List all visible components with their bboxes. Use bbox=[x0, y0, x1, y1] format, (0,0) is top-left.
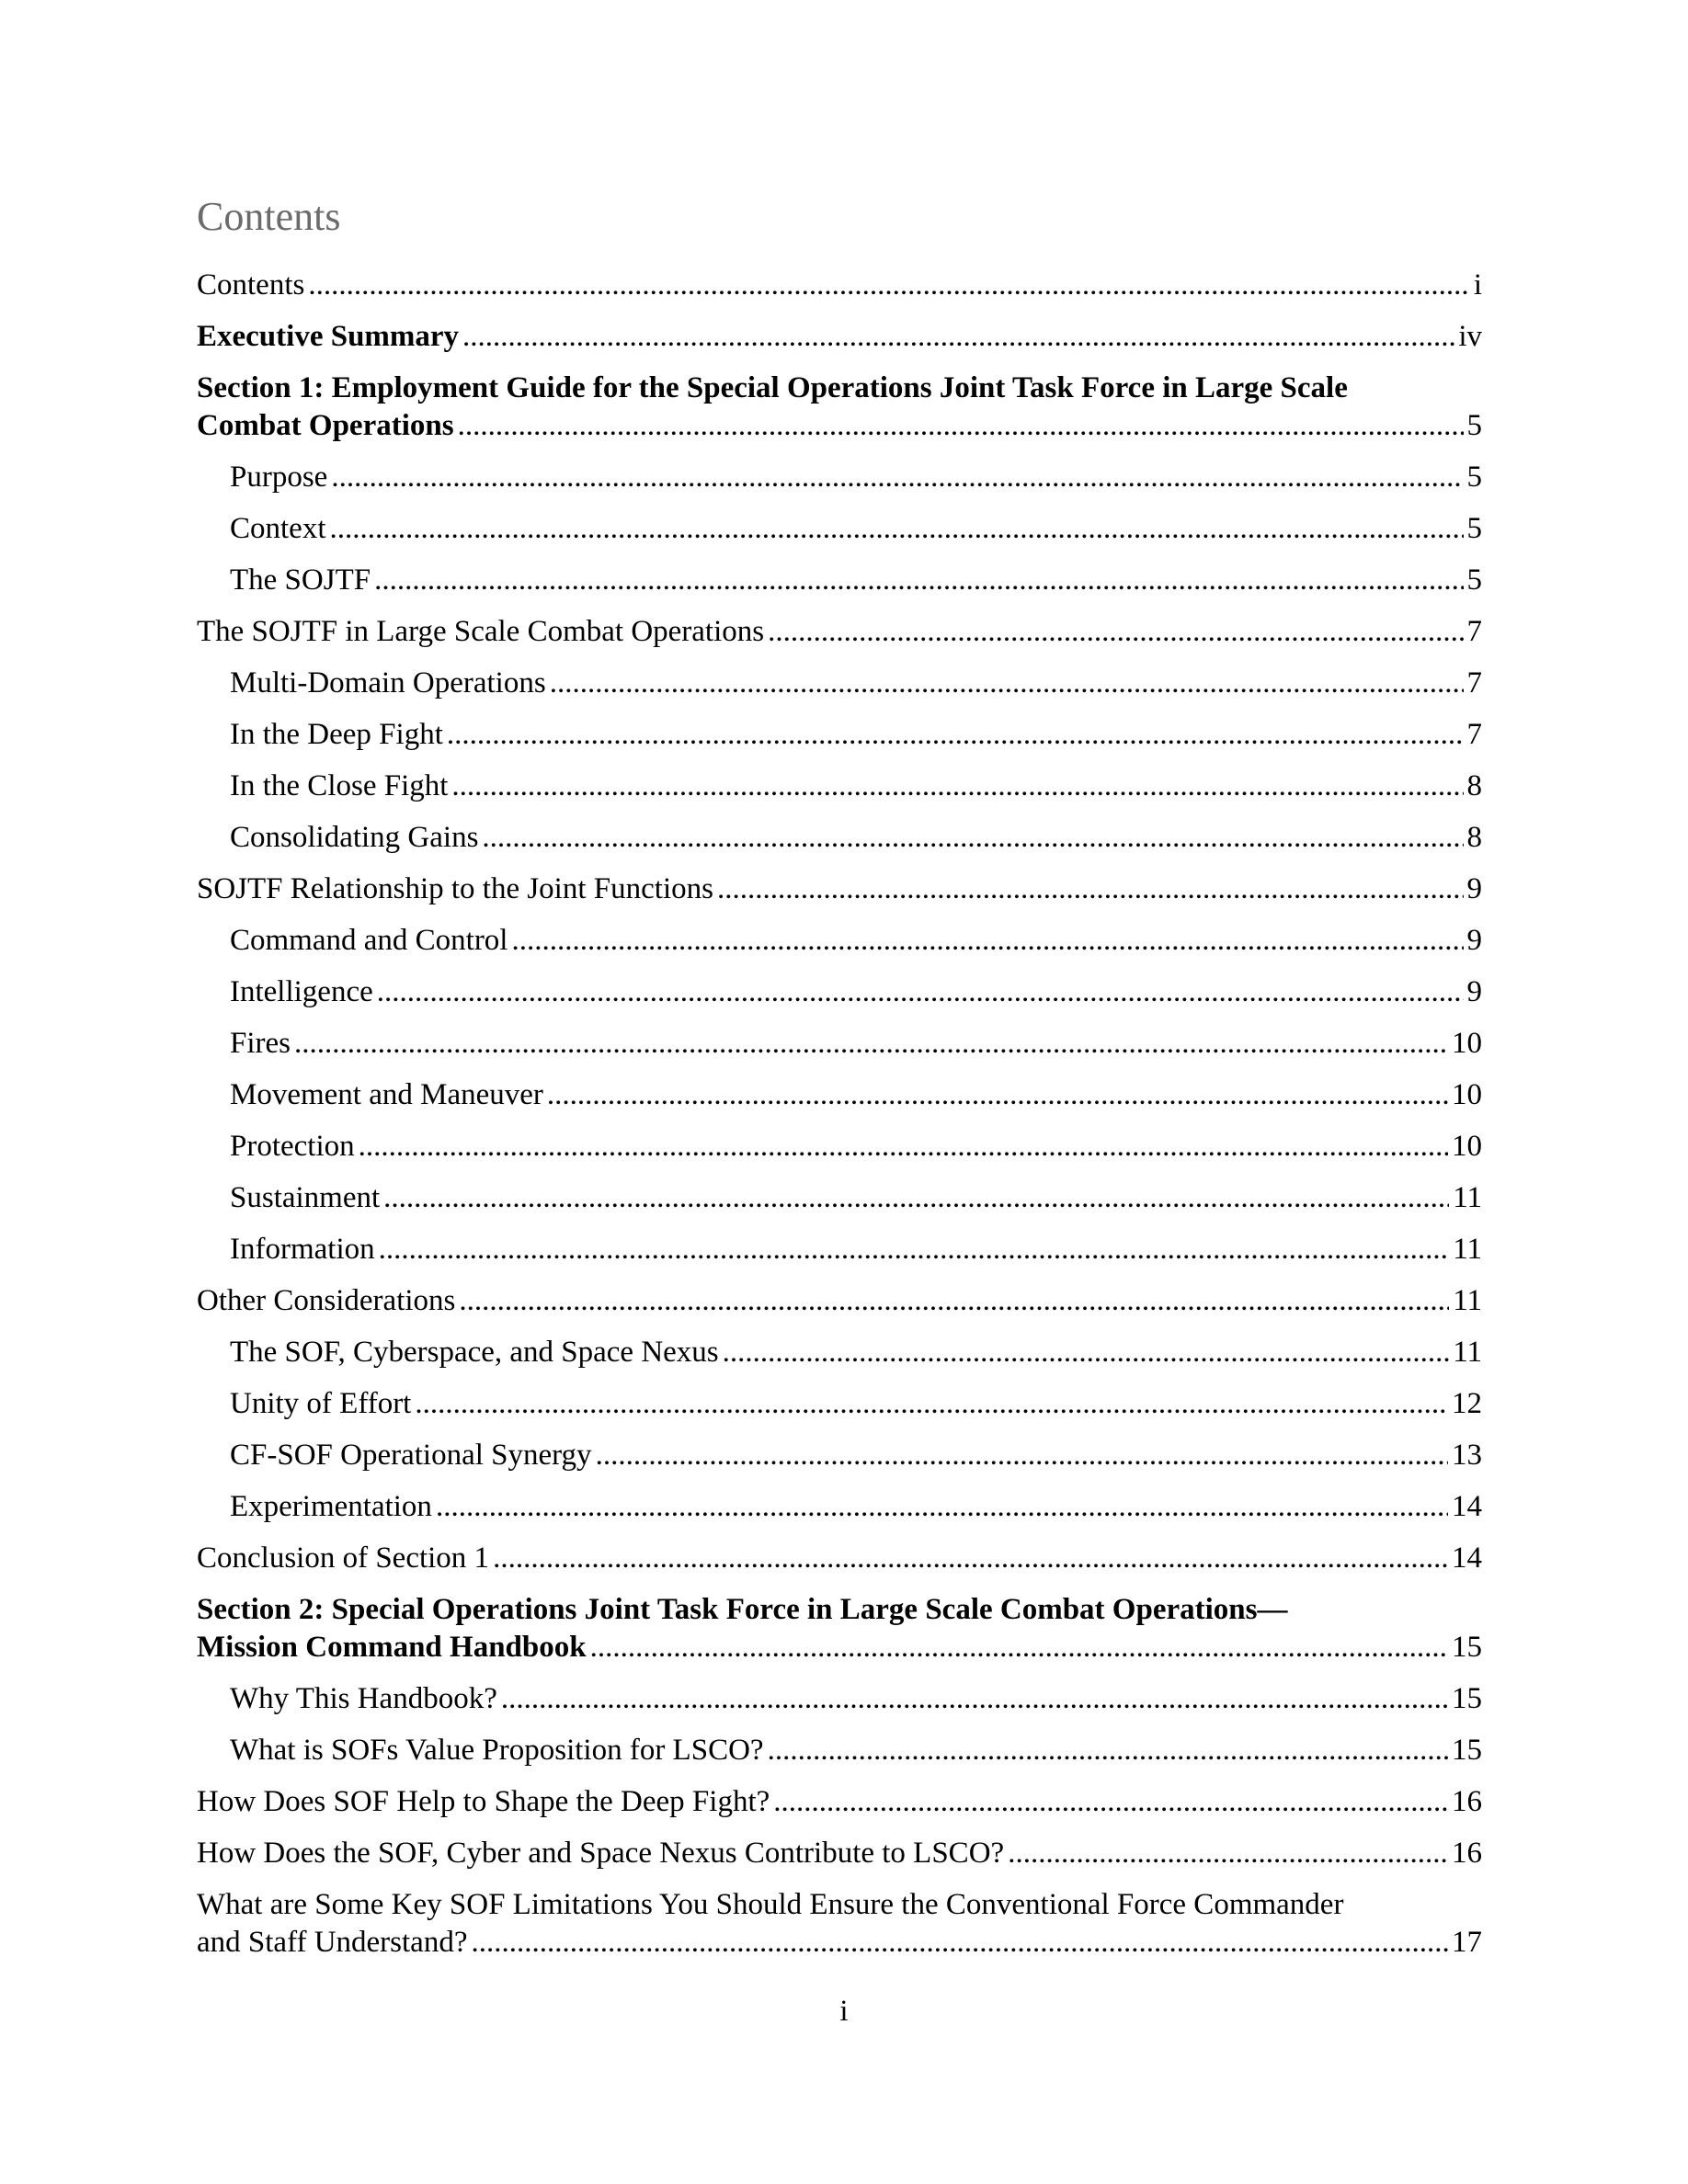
toc-entry-page-number: 5 bbox=[1466, 563, 1482, 597]
dot-leader bbox=[590, 1629, 1448, 1666]
toc-entry-row[interactable] bbox=[197, 1629, 1482, 1666]
toc-entry-row[interactable] bbox=[197, 1540, 1482, 1577]
toc-entry[interactable] bbox=[197, 1334, 1482, 1371]
toc-entry-page-number: 9 bbox=[1466, 872, 1482, 905]
toc-entry-row[interactable] bbox=[197, 318, 1482, 356]
toc-entry[interactable] bbox=[197, 819, 1482, 857]
toc-entry-row[interactable] bbox=[230, 1179, 1482, 1217]
toc-entry-row[interactable] bbox=[197, 267, 1482, 304]
toc-entry[interactable] bbox=[197, 1076, 1482, 1114]
toc-heading: Contents bbox=[197, 194, 341, 239]
toc-entry-row[interactable] bbox=[197, 613, 1482, 651]
toc-entry[interactable] bbox=[197, 1179, 1482, 1217]
page-number: i bbox=[839, 1995, 849, 2028]
toc-entry-title: Fires bbox=[230, 1027, 291, 1060]
toc-entry-title: Purpose bbox=[230, 461, 328, 494]
toc-entry-page-number: 7 bbox=[1466, 615, 1482, 648]
toc-entry-row[interactable] bbox=[197, 1835, 1482, 1872]
dot-leader bbox=[330, 510, 1464, 548]
toc-entry-row[interactable] bbox=[230, 819, 1482, 857]
toc-entry-row[interactable] bbox=[230, 510, 1482, 548]
toc-entry-title: CF-SOF Operational Synergy bbox=[230, 1439, 592, 1472]
toc-entry-page-number: 10 bbox=[1452, 1130, 1482, 1163]
toc-entry-row[interactable] bbox=[197, 1783, 1482, 1821]
dot-leader bbox=[383, 1179, 1449, 1217]
toc-entry-page-number: 11 bbox=[1453, 1284, 1482, 1317]
toc-entry-row[interactable] bbox=[197, 1282, 1482, 1320]
toc-entry-title: Movement and Maneuver bbox=[230, 1078, 543, 1111]
toc-entry[interactable] bbox=[197, 562, 1482, 599]
toc-entry-row[interactable] bbox=[230, 1437, 1482, 1474]
toc-entry[interactable] bbox=[197, 716, 1482, 754]
dot-leader bbox=[768, 1732, 1448, 1769]
toc-entry-row[interactable] bbox=[230, 1488, 1482, 1526]
toc-entry-row[interactable] bbox=[230, 1025, 1482, 1063]
toc-entry[interactable] bbox=[197, 973, 1482, 1011]
toc-entry-title: SOJTF Relationship to the Joint Functions bbox=[197, 872, 713, 905]
toc-entry-title: Conclusion of Section 1 bbox=[197, 1541, 490, 1575]
dot-leader bbox=[379, 1231, 1450, 1268]
dot-leader bbox=[459, 1282, 1449, 1320]
toc-entry[interactable] bbox=[197, 267, 1482, 304]
dot-leader bbox=[436, 1488, 1448, 1526]
toc-entry-page-number: 5 bbox=[1466, 512, 1482, 545]
toc-entry-page-number: 15 bbox=[1452, 1682, 1482, 1715]
toc-entry-page-number: 11 bbox=[1453, 1233, 1482, 1266]
toc-entry-title-line1: Section 1: Employment Guide for the Special Operations Joint Task Force in Large Scale bbox=[197, 371, 1348, 404]
toc-entry-title: Sustainment bbox=[230, 1181, 381, 1214]
toc-entry[interactable] bbox=[197, 1231, 1482, 1268]
dot-leader bbox=[377, 973, 1464, 1011]
toc-entry[interactable] bbox=[197, 1437, 1482, 1474]
dot-leader bbox=[331, 459, 1463, 496]
toc-entry-title-line1: Section 2: Special Operations Joint Task Force in Large Scale Combat Operations— bbox=[197, 1593, 1288, 1626]
toc-entry[interactable] bbox=[197, 1835, 1482, 1872]
dot-leader bbox=[482, 819, 1463, 857]
toc-entry-row[interactable] bbox=[230, 562, 1482, 599]
toc-entry-row[interactable] bbox=[230, 1334, 1482, 1371]
toc-entry[interactable] bbox=[197, 922, 1482, 960]
dot-leader bbox=[501, 1680, 1448, 1718]
toc-entry-page-number: 15 bbox=[1452, 1734, 1482, 1767]
dot-leader bbox=[294, 1025, 1448, 1063]
toc-entry-page-number: 13 bbox=[1452, 1439, 1482, 1472]
toc-entry-title: Other Considerations bbox=[197, 1284, 456, 1317]
dot-leader bbox=[547, 1076, 1448, 1114]
dot-leader bbox=[415, 1385, 1448, 1423]
toc-entry-title: In the Deep Fight bbox=[230, 718, 443, 751]
toc-entry[interactable] bbox=[197, 1025, 1482, 1063]
toc-entry-page-number: 16 bbox=[1452, 1785, 1482, 1818]
toc-entry-title: Information bbox=[230, 1233, 375, 1266]
dot-leader bbox=[451, 768, 1463, 805]
toc-entry-title: The SOF, Cyberspace, and Space Nexus bbox=[230, 1336, 719, 1369]
toc-entry-title: Command and Control bbox=[230, 924, 508, 957]
toc-entry[interactable] bbox=[197, 1540, 1482, 1577]
toc-entry[interactable] bbox=[197, 459, 1482, 496]
toc-entry-title: How Does the SOF, Cyber and Space Nexus Contribute to LSCO? bbox=[197, 1837, 1005, 1870]
toc-entry-row[interactable] bbox=[230, 1680, 1482, 1718]
toc-entry[interactable] bbox=[197, 510, 1482, 548]
toc-entry-page-number: 8 bbox=[1466, 821, 1482, 854]
toc-entry-title: Experimentation bbox=[230, 1490, 432, 1523]
dot-leader bbox=[768, 613, 1463, 651]
toc-entry-row[interactable] bbox=[197, 407, 1482, 445]
toc-entry-title: and Staff Understand? bbox=[197, 1926, 468, 1959]
toc-entry-page-number: 7 bbox=[1466, 666, 1482, 700]
toc-entry[interactable] bbox=[197, 1282, 1482, 1320]
toc-entry-page-number: 9 bbox=[1466, 975, 1482, 1008]
toc-entry-title: What is SOFs Value Proposition for LSCO? bbox=[230, 1734, 764, 1767]
toc-entry-page-number: 17 bbox=[1452, 1926, 1482, 1959]
toc-entry[interactable] bbox=[197, 665, 1482, 702]
toc-entry[interactable] bbox=[197, 768, 1482, 805]
toc-entry-title: Mission Command Handbook bbox=[197, 1631, 587, 1664]
toc-entry-page-number: 9 bbox=[1466, 924, 1482, 957]
toc-entry-title: Context bbox=[230, 512, 326, 545]
toc-entry-title: Contents bbox=[197, 268, 305, 301]
toc-entry-row[interactable] bbox=[230, 665, 1482, 702]
toc-entry[interactable] bbox=[197, 1591, 1482, 1666]
toc-entry-page-number: 14 bbox=[1452, 1541, 1482, 1575]
dot-leader bbox=[359, 1128, 1448, 1166]
dot-leader bbox=[1008, 1835, 1448, 1872]
toc-entry-row[interactable] bbox=[230, 922, 1482, 960]
toc-entry-page-number: 7 bbox=[1466, 718, 1482, 751]
toc-entry-title: Executive Summary bbox=[197, 320, 460, 353]
dot-leader bbox=[723, 1334, 1450, 1371]
dot-leader bbox=[447, 716, 1464, 754]
toc-entry-row[interactable] bbox=[197, 870, 1482, 908]
toc-entry-title: Why This Handbook? bbox=[230, 1682, 497, 1715]
toc-entry-page-number: 14 bbox=[1452, 1490, 1482, 1523]
toc-entry-row[interactable] bbox=[230, 1128, 1482, 1166]
toc-entry-row[interactable] bbox=[230, 973, 1482, 1011]
toc-entry-row[interactable] bbox=[230, 716, 1482, 754]
toc-entry-row[interactable] bbox=[197, 1924, 1482, 1962]
dot-leader bbox=[458, 407, 1464, 445]
toc-entry-title: Unity of Effort bbox=[230, 1387, 412, 1420]
dot-leader bbox=[493, 1540, 1448, 1577]
toc-entry-page-number: 10 bbox=[1452, 1078, 1482, 1111]
dot-leader bbox=[596, 1437, 1448, 1474]
toc-entry-row[interactable] bbox=[230, 1385, 1482, 1423]
toc-entry-row[interactable] bbox=[230, 768, 1482, 805]
toc-entry-page-number: 10 bbox=[1452, 1027, 1482, 1060]
toc-entry[interactable] bbox=[197, 1732, 1482, 1769]
toc-entry-page-number: 16 bbox=[1452, 1837, 1482, 1870]
toc-entry-page-number: 5 bbox=[1466, 461, 1482, 494]
toc-entry-page-number: 12 bbox=[1452, 1387, 1482, 1420]
toc-entry[interactable] bbox=[197, 1783, 1482, 1821]
toc-entry-page-number: 11 bbox=[1453, 1336, 1482, 1369]
toc-entry-page-number: 15 bbox=[1452, 1631, 1482, 1664]
toc-entry-page-number: iv bbox=[1458, 320, 1482, 353]
toc-entry-row[interactable] bbox=[230, 1231, 1482, 1268]
dot-leader bbox=[308, 267, 1469, 304]
toc-entry-page-number: 11 bbox=[1453, 1181, 1482, 1214]
dot-leader bbox=[471, 1924, 1448, 1962]
toc-entry-title: The SOJTF bbox=[230, 563, 371, 597]
toc-entry-title-line1: What are Some Key SOF Limitations You Should Ensure the Conventional Force Commander bbox=[197, 1888, 1344, 1921]
toc-entry-row[interactable] bbox=[230, 1732, 1482, 1769]
toc-entry-page-number: 5 bbox=[1466, 409, 1482, 442]
dot-leader bbox=[773, 1783, 1448, 1821]
toc-entry[interactable] bbox=[197, 1385, 1482, 1423]
toc-entry-title: Multi-Domain Operations bbox=[230, 666, 546, 700]
toc-entry-title: Consolidating Gains bbox=[230, 821, 479, 854]
toc-entry-title: Intelligence bbox=[230, 975, 373, 1008]
toc-list bbox=[197, 267, 1482, 1975]
toc-entry[interactable] bbox=[197, 1886, 1482, 1962]
toc-entry-page-number: i bbox=[1473, 268, 1482, 301]
toc-entry[interactable] bbox=[197, 870, 1482, 908]
dot-leader bbox=[511, 922, 1463, 960]
toc-entry-title: Protection bbox=[230, 1130, 355, 1163]
toc-entry[interactable] bbox=[197, 1680, 1482, 1718]
toc-entry-title: In the Close Fight bbox=[230, 769, 449, 802]
dot-leader bbox=[374, 562, 1463, 599]
toc-entry-page-number: 8 bbox=[1466, 769, 1482, 802]
toc-entry[interactable] bbox=[197, 370, 1482, 445]
toc-entry-row[interactable] bbox=[230, 459, 1482, 496]
toc-entry-title: Combat Operations bbox=[197, 409, 454, 442]
dot-leader bbox=[462, 318, 1454, 356]
dot-leader bbox=[550, 665, 1464, 702]
dot-leader bbox=[717, 870, 1464, 908]
toc-entry[interactable] bbox=[197, 1488, 1482, 1526]
toc-entry[interactable] bbox=[197, 613, 1482, 651]
toc-entry-title: How Does SOF Help to Shape the Deep Fight? bbox=[197, 1785, 770, 1818]
toc-entry-title: The SOJTF in Large Scale Combat Operations bbox=[197, 615, 765, 648]
toc-entry[interactable] bbox=[197, 1128, 1482, 1166]
toc-entry[interactable] bbox=[197, 318, 1482, 356]
toc-entry-row[interactable] bbox=[230, 1076, 1482, 1114]
